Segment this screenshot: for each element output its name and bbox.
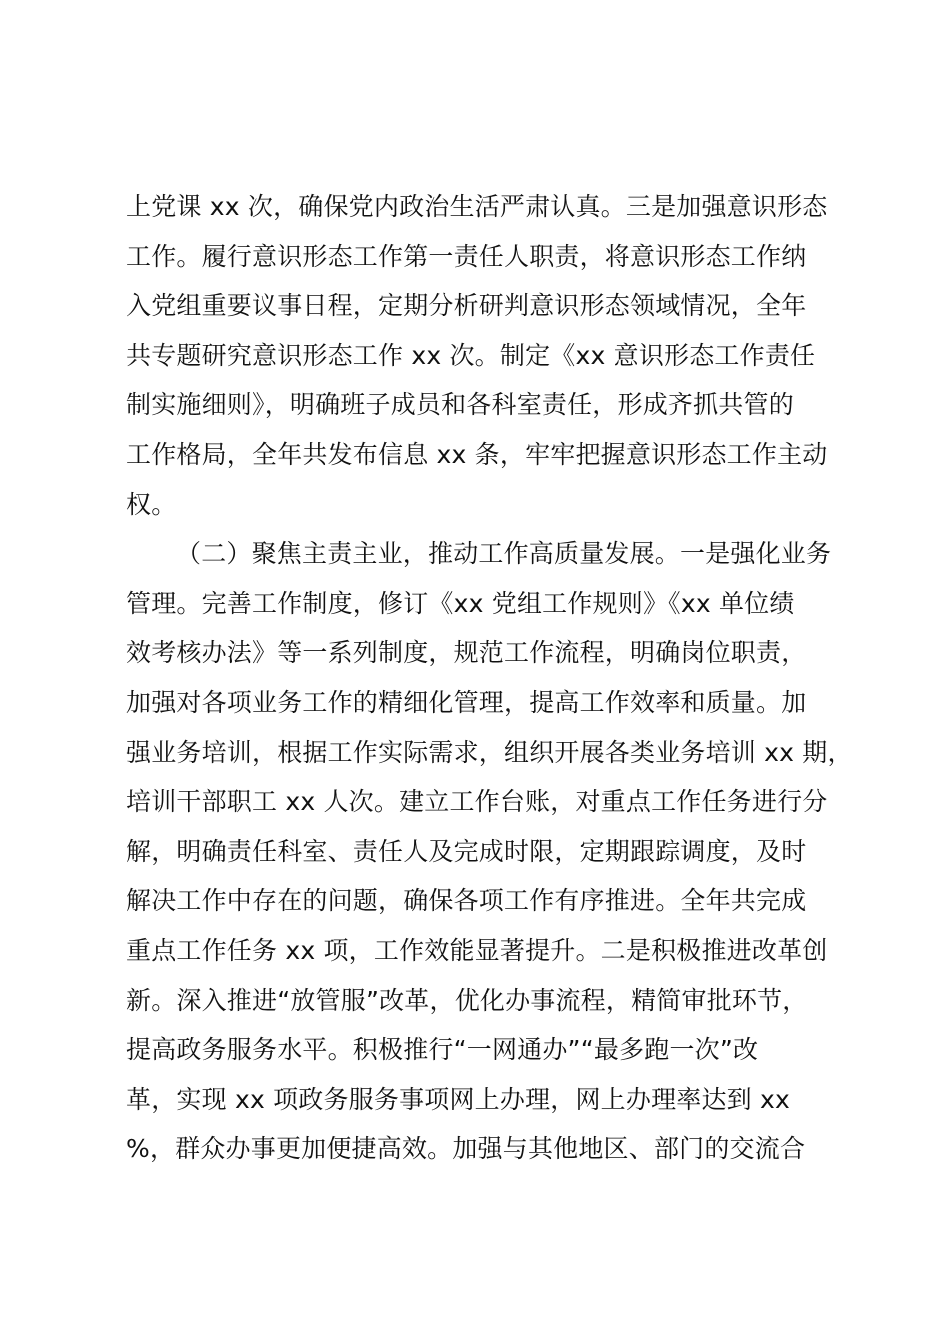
text-line: 解决工作中存在的问题，确保各项工作有序推进。全年共完成 — [126, 886, 807, 916]
text-line: 管理。完善工作制度，修订《xx 党组工作规则》《xx 单位绩 — [126, 588, 795, 618]
text-line: 效考核办法》等一系列制度，规范工作流程，明确岗位职责， — [126, 638, 807, 668]
text-line: 工作。履行意识形态工作第一责任人职责，将意识形态工作纳 — [126, 241, 807, 271]
text-line: 权。 — [126, 489, 177, 519]
text-line: %，群众办事更加便捷高效。加强与其他地区、部门的交流合 — [126, 1134, 806, 1164]
text-line: 工作格局，全年共发布信息 xx 条，牢牢把握意识形态工作主动 — [126, 439, 828, 469]
text-line: 革，实现 xx 项政务服务事项网上办理，网上办理率达到 xx — [126, 1084, 791, 1114]
text-line: 培训干部职工 xx 人次。建立工作台账，对重点工作任务进行分 — [126, 787, 828, 817]
text-line: 重点工作任务 xx 项，工作效能显著提升。二是积极推进改革创 — [126, 935, 828, 965]
text-line: 提高政务服务水平。积极推行“一网通办”“最多跑一次”改 — [126, 1035, 759, 1065]
text-line: 共专题研究意识形态工作 xx 次。制定《xx 意识形态工作责任 — [126, 340, 816, 370]
body-text — [126, 182, 853, 1174]
text-line: 加强对各项业务工作的精细化管理，提高工作效率和质量。加 — [126, 687, 807, 717]
section-heading-line: （二）聚焦主责主业，推动工作高质量发展。一是强化业务 — [176, 539, 832, 569]
text-line: 强业务培训，根据工作实际需求，组织开展各类业务培训 xx 期， — [126, 737, 853, 767]
text-line: 上党课 xx 次，确保党内政治生活严肃认真。三是加强意识形态 — [126, 192, 828, 221]
text-line: 入党组重要议事日程，定期分析研判意识形态领域情况，全年 — [126, 291, 807, 321]
text-line: 新。深入推进“放管服”改革，优化办事流程，精简审批环节， — [126, 985, 808, 1015]
text-line: 解，明确责任科室、责任人及完成时限，定期跟踪调度，及时 — [126, 836, 807, 866]
text-line: 制实施细则》，明确班子成员和各科室责任，形成齐抓共管的 — [126, 390, 794, 420]
